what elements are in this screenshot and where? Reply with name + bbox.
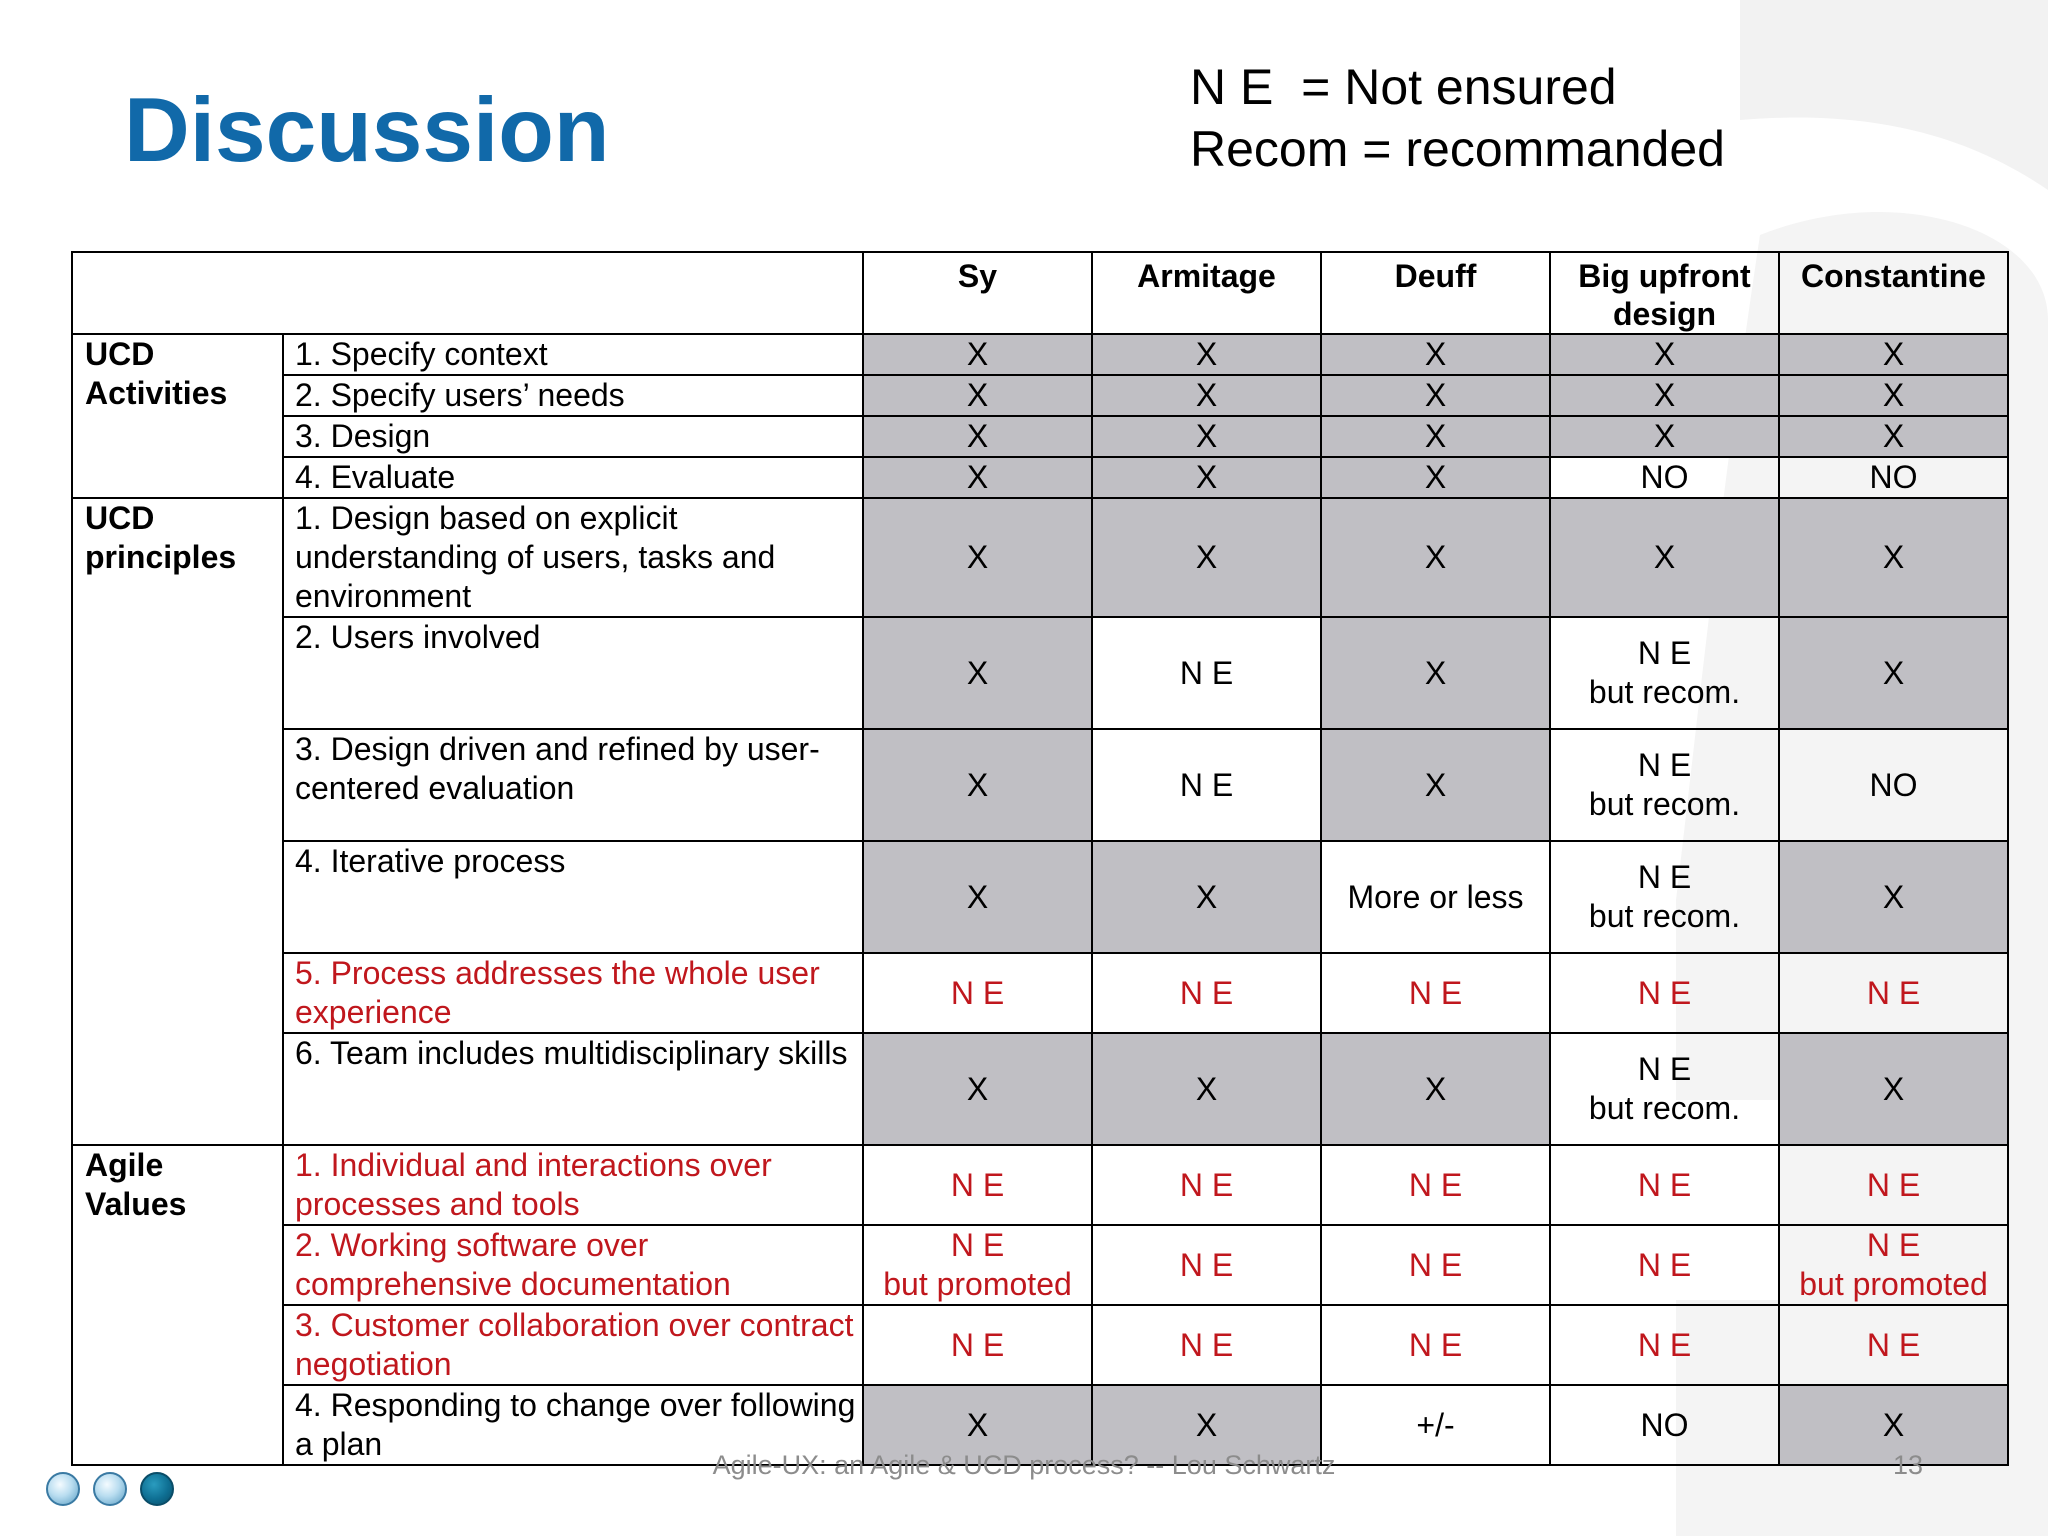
criterion-cell: 6. Team includes multidisciplinary skills [283, 1033, 863, 1145]
value-cell: N E [1779, 953, 2008, 1033]
value-cell: X [1779, 334, 2008, 375]
column-header: Constantine [1779, 252, 2008, 334]
value-cell: N E [863, 1305, 1092, 1385]
value-cell: N E [1092, 1305, 1321, 1385]
criterion-cell: 1. Design based on explicit understanding of users, tasks and environment [283, 498, 863, 617]
value-cell: N E but promoted [863, 1225, 1092, 1305]
value-cell: X [1092, 841, 1321, 953]
criterion-cell: 1. Individual and interactions over processes and tools [283, 1145, 863, 1225]
column-header: Armitage [1092, 252, 1321, 334]
value-cell: X [1779, 498, 2008, 617]
criterion-cell: 4. Responding to change over following a plan [283, 1385, 863, 1465]
table-row [72, 375, 2008, 416]
value-cell: X [863, 1385, 1092, 1465]
value-cell: NO [1779, 457, 2008, 498]
value-cell: X [1321, 617, 1550, 729]
value-cell: X [1321, 498, 1550, 617]
criterion-cell: 3. Customer collaboration over contract negotiation [283, 1305, 863, 1385]
value-cell: X [1321, 375, 1550, 416]
value-cell: X [1092, 1033, 1321, 1145]
nav-dot-active-icon [140, 1472, 174, 1506]
slide-title: Discussion [124, 80, 610, 181]
value-cell: More or less [1321, 841, 1550, 953]
value-cell: N E [1321, 1225, 1550, 1305]
value-cell: X [1550, 416, 1779, 457]
value-cell: X [1550, 498, 1779, 617]
value-cell: X [1092, 375, 1321, 416]
value-cell: N E [1092, 1225, 1321, 1305]
criterion-cell: 1. Specify context [283, 334, 863, 375]
footer-text: Agile-UX: an Agile & UCD process? -- Lou Schwartz [712, 1450, 1336, 1480]
value-cell: X [863, 334, 1092, 375]
header-row [72, 252, 2008, 334]
criterion-cell: 2. Users involved [283, 617, 863, 729]
value-cell: N E but recom. [1550, 729, 1779, 841]
value-cell: X [1092, 416, 1321, 457]
category-label [72, 498, 283, 1145]
value-cell: X [863, 1033, 1092, 1145]
value-cell: N E [1550, 1145, 1779, 1225]
category-text: UCD Activities [85, 336, 228, 411]
value-cell: X [863, 375, 1092, 416]
value-cell: X [1092, 457, 1321, 498]
criterion-cell: 5. Process addresses the whole user experience [283, 953, 863, 1033]
value-cell: N E [1321, 953, 1550, 1033]
value-cell: X [1321, 334, 1550, 375]
value-cell: N E [1321, 1145, 1550, 1225]
value-cell: N E [1779, 1305, 2008, 1385]
value-cell: X [863, 457, 1092, 498]
value-cell: X [1092, 334, 1321, 375]
table-row [72, 416, 2008, 457]
legend-line-recom: Recom = recommanded [1190, 121, 1725, 177]
value-cell: X [1779, 617, 2008, 729]
category-label [72, 1145, 283, 1465]
value-cell: X [863, 841, 1092, 953]
value-cell: N E [1550, 1225, 1779, 1305]
table-row [72, 1033, 2008, 1145]
table-row [72, 1145, 2008, 1225]
value-cell: N E [1779, 1145, 2008, 1225]
table-row [72, 1225, 2008, 1305]
value-cell: N E [1092, 1145, 1321, 1225]
value-cell: N E but recom. [1550, 841, 1779, 953]
criterion-cell: 3. Design [283, 416, 863, 457]
abbreviation-legend [1190, 56, 1725, 180]
value-cell: X [1092, 1385, 1321, 1465]
value-cell: N E [1321, 1305, 1550, 1385]
table-row [72, 334, 2008, 375]
value-cell: X [1779, 1033, 2008, 1145]
value-cell: N E [1092, 617, 1321, 729]
value-cell: N E [863, 1145, 1092, 1225]
legend-line-ne: N E = Not ensured [1190, 59, 1617, 115]
value-cell: N E but recom. [1550, 1033, 1779, 1145]
value-cell: X [1779, 1385, 2008, 1465]
value-cell: NO [1550, 1385, 1779, 1465]
category-text: UCD principles [85, 500, 237, 575]
criterion-cell: 4. Iterative process [283, 841, 863, 953]
value-cell: X [1550, 375, 1779, 416]
value-cell: N E but recom. [1550, 617, 1779, 729]
value-cell: X [863, 416, 1092, 457]
table-row [72, 841, 2008, 953]
category-text: Agile Values [85, 1147, 187, 1222]
value-cell: N E [1092, 729, 1321, 841]
value-cell: X [863, 729, 1092, 841]
value-cell: X [1321, 729, 1550, 841]
table-row [72, 617, 2008, 729]
value-cell: NO [1550, 457, 1779, 498]
value-cell: X [863, 498, 1092, 617]
value-cell: +/- [1321, 1385, 1550, 1465]
criterion-cell: 3. Design driven and refined by user-centered evaluation [283, 729, 863, 841]
value-cell: N E [1092, 953, 1321, 1033]
value-cell: X [1321, 457, 1550, 498]
nav-dot-icon [93, 1472, 127, 1506]
value-cell: X [1321, 1033, 1550, 1145]
criterion-cell: 4. Evaluate [283, 457, 863, 498]
table-row [72, 498, 2008, 617]
value-cell: NO [1779, 729, 2008, 841]
value-cell: N E [863, 953, 1092, 1033]
value-cell: N E but promoted [1779, 1225, 2008, 1305]
value-cell: X [1779, 841, 2008, 953]
table-row [72, 1305, 2008, 1385]
value-cell: X [1321, 416, 1550, 457]
nav-dot-icon [46, 1472, 80, 1506]
table-row [72, 729, 2008, 841]
column-header: Sy [863, 252, 1092, 334]
category-label [72, 334, 283, 498]
comparison-table [71, 251, 2009, 1466]
page-number: 13 [1893, 1450, 1924, 1480]
value-cell: X [1779, 416, 2008, 457]
value-cell: N E [1550, 1305, 1779, 1385]
value-cell: X [1092, 498, 1321, 617]
criterion-cell: 2. Working software over comprehensive documentation [283, 1225, 863, 1305]
value-cell: X [1550, 334, 1779, 375]
header-corner-cell [72, 252, 863, 334]
value-cell: X [863, 617, 1092, 729]
table-row [72, 953, 2008, 1033]
value-cell: X [1779, 375, 2008, 416]
column-header: Big upfront design [1550, 252, 1779, 334]
criterion-cell: 2. Specify users’ needs [283, 375, 863, 416]
value-cell: N E [1550, 953, 1779, 1033]
table-row [72, 457, 2008, 498]
column-header: Deuff [1321, 252, 1550, 334]
